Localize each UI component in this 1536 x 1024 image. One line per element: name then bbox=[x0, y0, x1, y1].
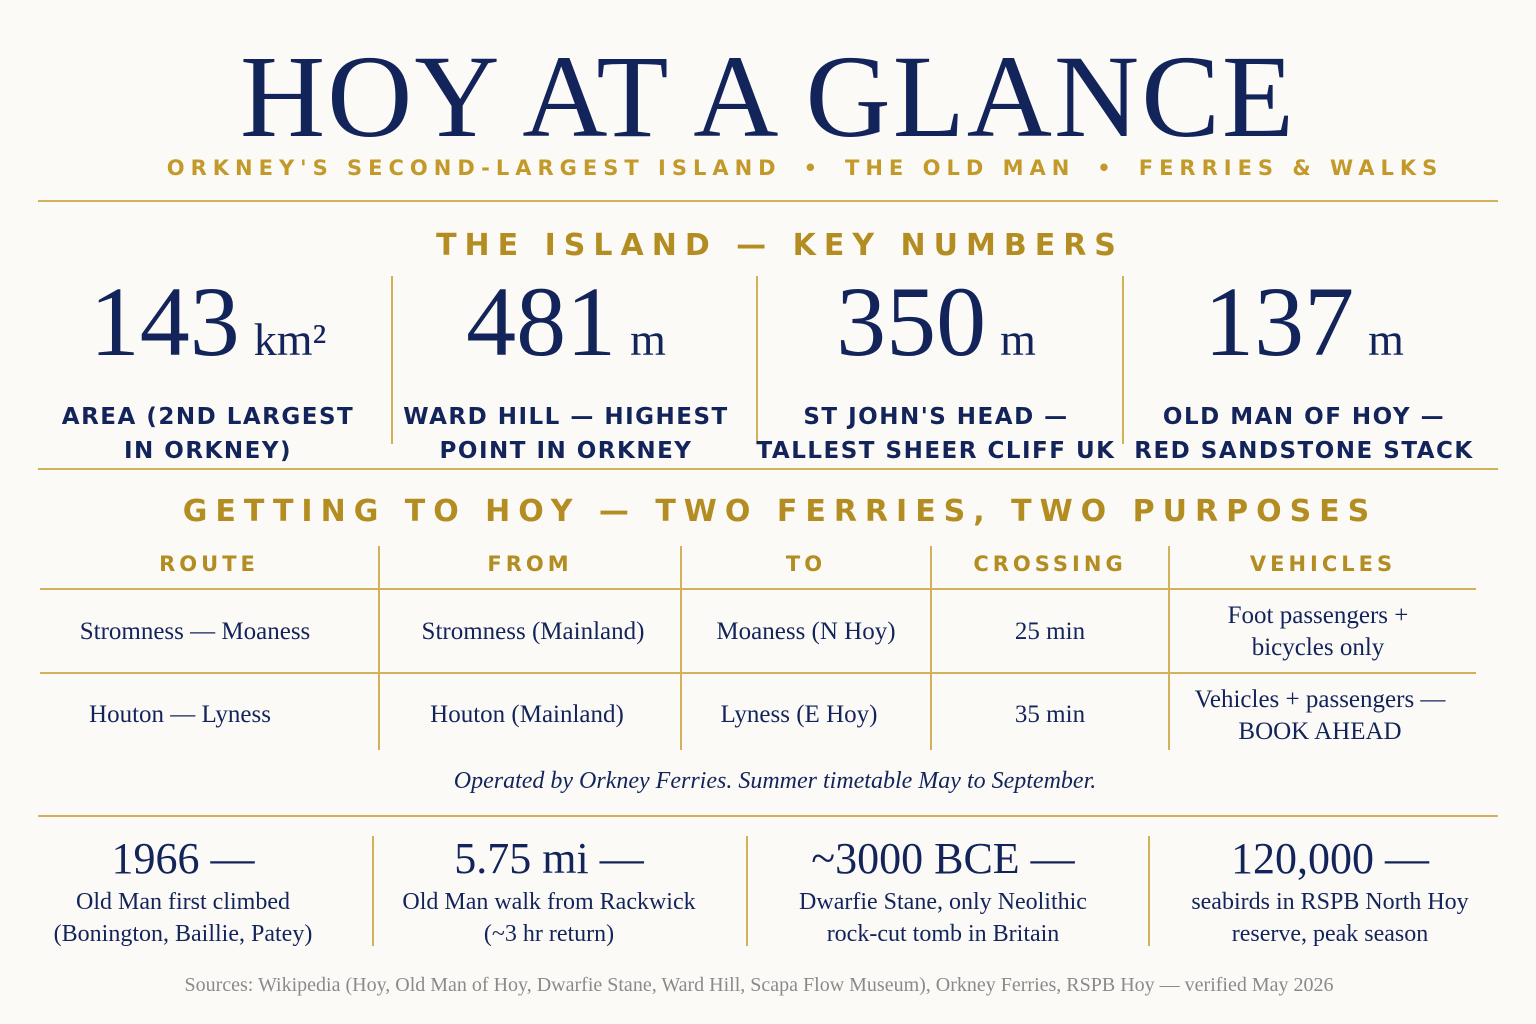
fact-line: Old Man walk from Rackwick bbox=[402, 889, 696, 915]
fact-headline: 120,000 — bbox=[1231, 834, 1429, 883]
stat-label-line: AREA (2ND LARGEST bbox=[61, 404, 355, 430]
cell-vehicles bbox=[1170, 684, 1470, 748]
stat-number: 143 bbox=[89, 266, 240, 377]
stat-unit: m bbox=[1000, 314, 1036, 365]
column-header-to: TO bbox=[785, 552, 827, 576]
stat-old-man-of-hoy bbox=[1124, 266, 1484, 468]
stat-area bbox=[28, 266, 388, 468]
fact-line: Dwarfie Stane, only Neolithic bbox=[799, 889, 1087, 915]
table-header-rule bbox=[40, 588, 1476, 590]
table-row-rule bbox=[40, 672, 1476, 674]
fact-line: (Bonington, Baillie, Patey) bbox=[53, 921, 313, 947]
stat-number: 350 bbox=[836, 266, 987, 377]
stat-value bbox=[756, 266, 1116, 390]
fact-line: reserve, peak season bbox=[1231, 921, 1429, 947]
sources-footnote: Sources: Wikipedia (Hoy, Old Man of Hoy, Dwarfie Stane, Ward Hill, Scapa Flow Museum), Orkney Ferries, RSPB Hoy — verified May 2026 bbox=[184, 974, 1334, 996]
subtitle-part-island: ORKNEY'S SECOND-LARGEST ISLAND bbox=[166, 156, 782, 180]
subtitle-separator: • bbox=[803, 156, 824, 180]
stat-unit: m bbox=[1368, 314, 1404, 365]
fact-line: Old Man first climbed bbox=[76, 889, 290, 915]
stat-label bbox=[28, 400, 388, 468]
column-divider bbox=[746, 836, 748, 946]
cell-crossing: 35 min bbox=[1014, 701, 1086, 728]
cell-vehicles-line: BOOK AHEAD bbox=[1238, 718, 1402, 745]
stat-label-line: RED SANDSTONE STACK bbox=[1134, 438, 1474, 464]
page-title: HOY AT A GLANCE bbox=[239, 31, 1297, 162]
divider-rule bbox=[38, 200, 1498, 202]
stat-label-line: POINT IN ORKNEY bbox=[439, 438, 693, 464]
column-divider bbox=[1148, 836, 1150, 946]
stat-label bbox=[756, 400, 1116, 468]
subtitle-part-ferries: FERRIES & WALKS bbox=[1138, 156, 1444, 180]
column-header-crossing: CROSSING bbox=[973, 552, 1127, 576]
fact-first-climb bbox=[38, 832, 328, 950]
fact-description bbox=[38, 886, 328, 950]
fact-dwarfie-stane bbox=[758, 832, 1128, 950]
stat-value bbox=[386, 266, 746, 390]
fact-seabirds bbox=[1160, 832, 1500, 950]
cell-route: Houton — Lyness bbox=[89, 701, 271, 728]
stat-unit: km² bbox=[253, 314, 327, 365]
column-header-vehicles: VEHICLES bbox=[1249, 552, 1397, 576]
ferries-heading: GETTING TO HOY — TWO FERRIES, TWO PURPOSES bbox=[182, 494, 1378, 529]
cell-vehicles-line: Foot passengers + bbox=[1227, 602, 1409, 629]
stat-number: 137 bbox=[1204, 266, 1355, 377]
stat-st-johns-head bbox=[756, 266, 1116, 468]
cell-to: Moaness (N Hoy) bbox=[716, 618, 896, 645]
cell-vehicles-line: bicycles only bbox=[1251, 634, 1385, 661]
stat-label-line: ST JOHN'S HEAD — bbox=[803, 404, 1069, 430]
column-divider bbox=[372, 836, 374, 946]
divider-rule bbox=[38, 468, 1498, 470]
stat-label-line: WARD HILL — HIGHEST bbox=[403, 404, 729, 430]
stat-label-line: OLD MAN OF HOY — bbox=[1162, 404, 1446, 430]
key-numbers-heading: THE ISLAND — KEY NUMBERS bbox=[436, 228, 1124, 263]
stat-label-line: IN ORKNEY) bbox=[123, 438, 293, 464]
divider-rule bbox=[38, 815, 1498, 817]
stat-label bbox=[1124, 400, 1484, 468]
column-header-route: ROUTE bbox=[159, 552, 259, 576]
cell-vehicles bbox=[1170, 600, 1466, 664]
subtitle-part-old-man: THE OLD MAN bbox=[845, 156, 1076, 180]
page-subtitle bbox=[0, 156, 1536, 180]
fact-headline: 5.75 mi — bbox=[454, 834, 644, 883]
stat-number: 481 bbox=[466, 266, 617, 377]
stat-unit: m bbox=[630, 314, 666, 365]
fact-line: (~3 hr return) bbox=[483, 921, 615, 947]
subtitle-separator: • bbox=[1097, 156, 1117, 180]
cell-crossing: 25 min bbox=[1014, 618, 1086, 645]
stat-label-line: TALLEST SHEER CLIFF UK bbox=[756, 438, 1116, 464]
ferries-note: Operated by Orkney Ferries. Summer timetable May to September. bbox=[453, 768, 1097, 794]
cell-to: Lyness (E Hoy) bbox=[720, 701, 878, 728]
fact-description bbox=[758, 886, 1128, 950]
cell-from: Stromness (Mainland) bbox=[421, 618, 645, 645]
stat-label bbox=[386, 400, 746, 468]
stat-value bbox=[1124, 266, 1484, 390]
cell-route: Stromness — Moaness bbox=[79, 618, 311, 645]
fact-line: seabirds in RSPB North Hoy bbox=[1191, 889, 1469, 915]
fact-walk bbox=[384, 832, 714, 950]
cell-vehicles-line: Vehicles + passengers — bbox=[1194, 686, 1446, 713]
fact-headline: 1966 — bbox=[111, 834, 255, 883]
stat-value bbox=[28, 266, 388, 390]
stat-ward-hill bbox=[386, 266, 746, 468]
fact-line: rock-cut tomb in Britain bbox=[826, 921, 1060, 947]
column-header-from: FROM bbox=[487, 552, 573, 576]
fact-description bbox=[384, 886, 714, 950]
cell-from: Houton (Mainland) bbox=[430, 701, 624, 728]
fact-headline: ~3000 BCE — bbox=[811, 834, 1075, 883]
fact-description bbox=[1160, 886, 1500, 950]
